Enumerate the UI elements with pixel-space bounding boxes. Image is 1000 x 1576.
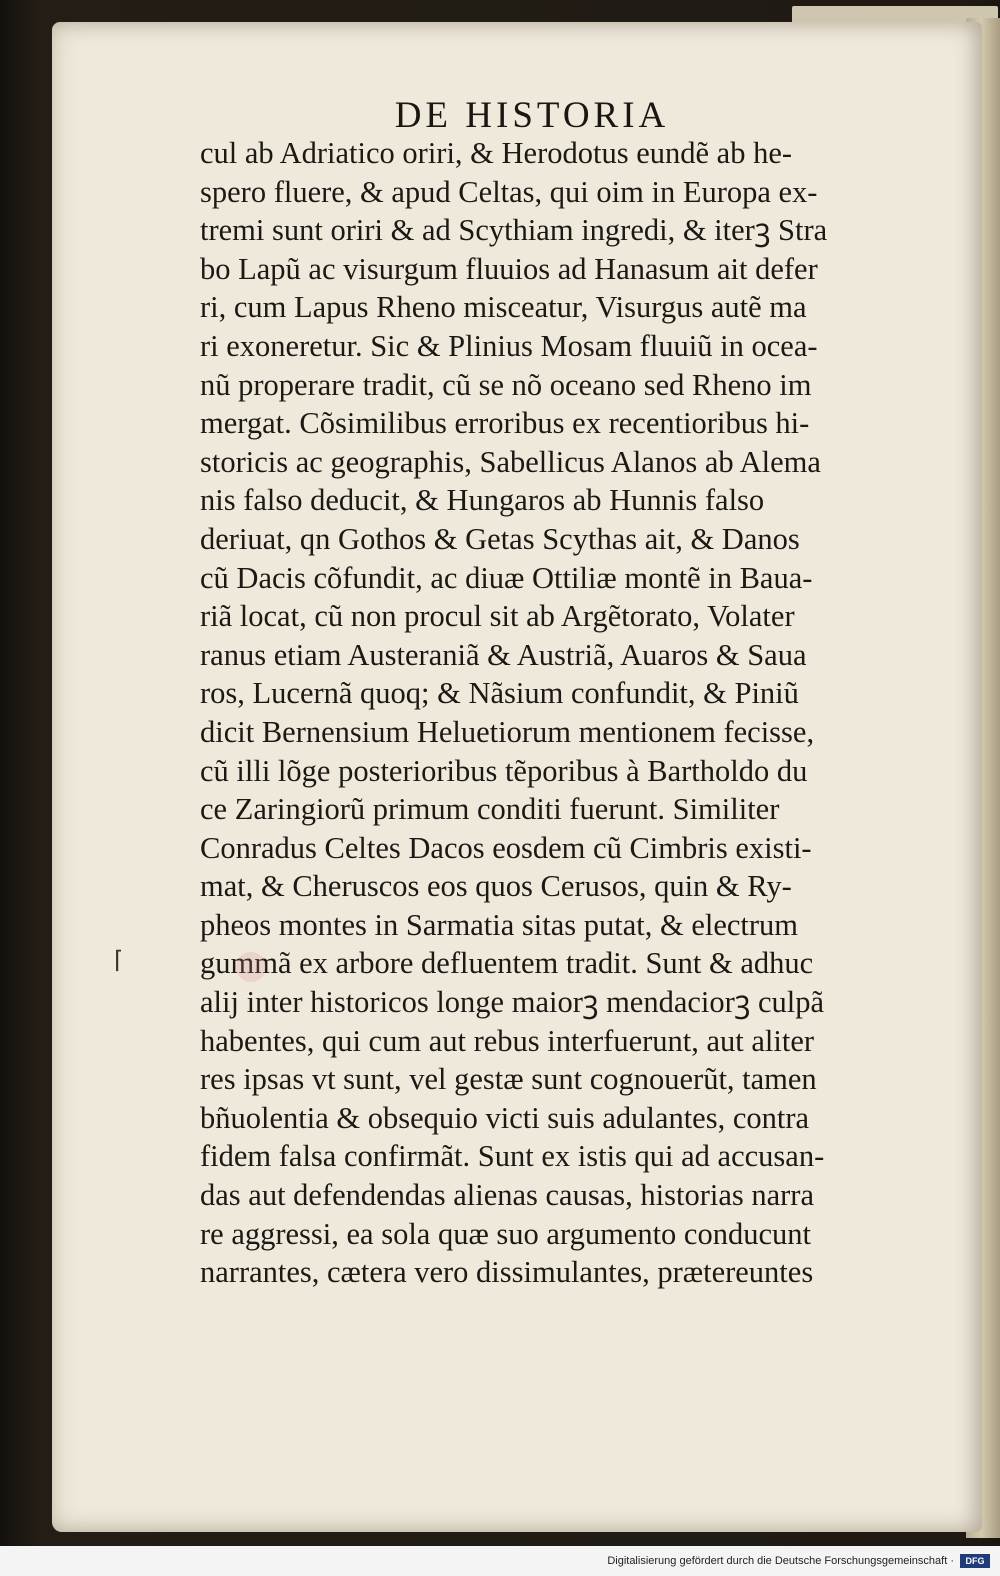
margin-mark: ⌈ xyxy=(114,948,124,974)
text-line: storicis ac geographis, Sabellicus Alanos ab Alema xyxy=(200,444,821,479)
text-line: tremi sunt oriri & ad Scythiam ingredi, & iterꝫ Stra xyxy=(200,213,828,248)
text-line: nis falso deducit, & Hungaros ab Hunnis falso xyxy=(200,483,765,518)
running-head: DE HISTORIA xyxy=(394,95,670,136)
funding-credit: Digitalisierung gefördert durch die Deutsche Forschungsgemeinschaft · xyxy=(607,1555,954,1567)
text-line: alij inter historicos longe maiorꝫ mendaciorꝫ culpã xyxy=(200,985,825,1020)
ink-stain xyxy=(236,952,266,982)
text-line: riã locat, cũ non procul sit ab Argẽtorato, Volater xyxy=(200,599,795,634)
text-line: spero fluere, & apud Celtas, qui oim in Europa ex- xyxy=(200,174,818,209)
book-page xyxy=(52,22,982,1532)
text-line: ranus etiam Austeraniã & Austriã, Auaros & Saua xyxy=(200,637,807,672)
text-line: cũ illi lõge posterioribus tẽporibus à Bartholdo du xyxy=(200,753,808,788)
text-line: nũ properare tradit, cũ se nõ oceano sed Rheno im xyxy=(200,367,812,402)
text-line: pheos montes in Sarmatia sitas putat, & electrum xyxy=(200,907,799,942)
text-line: ros, Lucernã quoq; & Nãsium confundit, & Piniũ xyxy=(200,676,799,711)
text-line: ri, cum Lapus Rheno misceatur, Visurgus autẽ ma xyxy=(200,290,807,325)
text-line: re aggressi, ea sola quæ suo argumento conducunt xyxy=(200,1216,811,1251)
text-line: cul ab Adriatico oriri, & Herodotus eundẽ ab he- xyxy=(200,136,793,170)
digitization-footer xyxy=(0,1546,1000,1576)
text-line: res ipsas vt sunt, vel gestæ sunt cognouerũt, tamen xyxy=(200,1062,817,1097)
text-line: bo Lapũ ac visurgum fluuios ad Hanasum ait defer xyxy=(200,251,818,286)
text-line: ri exoneretur. Sic & Plinius Mosam fluuiũ in ocea- xyxy=(200,328,818,363)
text-line: habentes, qui cum aut rebus interfuerunt, aut aliter xyxy=(200,1023,815,1058)
text-line: mergat. Cõsimilibus erroribus ex recentioribus hi- xyxy=(200,406,810,441)
text-line: gummã ex arbore defluentem tradit. Sunt & adhuc xyxy=(200,946,814,981)
text-line: das aut defendendas alienas causas, historias narra xyxy=(200,1178,814,1213)
body-text xyxy=(200,134,980,1292)
text-line: fidem falsa confirmãt. Sunt ex istis qui ad accusan- xyxy=(200,1139,825,1174)
text-line: Conradus Celtes Dacos eosdem cũ Cimbris existi- xyxy=(200,830,812,865)
text-line: dicit Bernensium Heluetiorum mentionem fecisse, xyxy=(200,714,815,749)
text-line: ce Zaringiorũ primum conditi fuerunt. Similiter xyxy=(200,792,780,827)
text-line: bñuolentia & obsequio victi suis adulantes, contra xyxy=(200,1100,810,1135)
text-line: narrantes, cætera vero dissimulantes, prætereuntes xyxy=(200,1255,814,1290)
dfg-logo: DFG xyxy=(960,1554,990,1568)
text-line: deriuat, qn Gothos & Getas Scythas ait, & Danos xyxy=(200,521,800,556)
text-line: mat, & Cheruscos eos quos Cerusos, quin & Ry- xyxy=(200,869,792,904)
text-line: cũ Dacis cõfundit, ac diuæ Ottiliæ montẽ in Bauа- xyxy=(200,560,813,595)
